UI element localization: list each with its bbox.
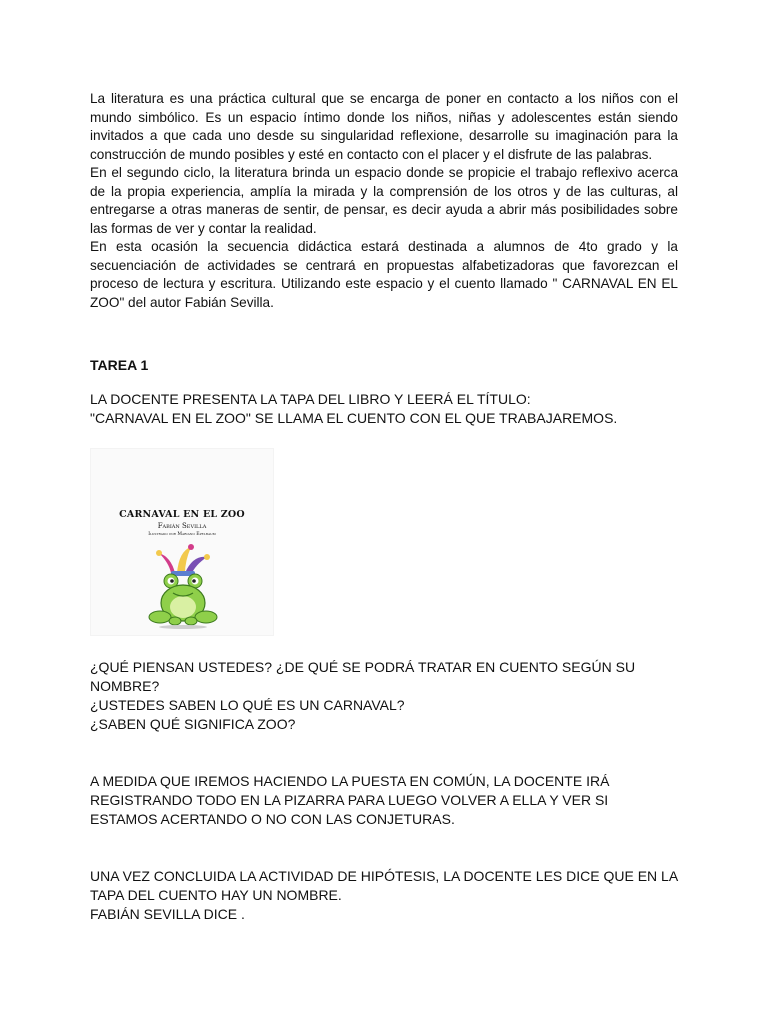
- question-3: ¿SABEN QUÉ SIGNIFICA ZOO?: [90, 716, 296, 732]
- closing-section: [90, 867, 678, 924]
- task-intro: [90, 390, 678, 428]
- question-2: ¿USTEDES SABEN LO QUÉ ES UN CARNAVAL?: [90, 697, 405, 713]
- intro-paragraph-2: En el segundo ciclo, la literatura brinda un espacio donde se propicie el trabajo reflexivo acerca de la propia experiencia, amplía la mirada y la comprensión de los otros y de las culturas, al entregarse a otras maneras de sentir, de pensar, es decir ayuda a abrir más posibilidades sobre las formas de ver y contar la realidad.: [90, 165, 678, 236]
- intro-paragraph-1: La literatura es una práctica cultural que se encarga de poner en contacto a los niños con el mundo simbólico. Es un espacio íntimo donde los niños, niñas y adolescentes están siendo invitados a que cada uno desde su singularidad reflexione, desarrolle su imaginación para la construcción de mundo posibles y esté en contacto con el placer y el disfrute de las palabras.: [90, 91, 678, 162]
- registro-paragraph: [90, 772, 678, 829]
- book-cover-image: [90, 448, 274, 636]
- closing-line-2: FABIÁN SEVILLA DICE .: [90, 906, 245, 922]
- intro-section: [90, 90, 678, 312]
- task-line-1: LA DOCENTE PRESENTA LA TAPA DEL LIBRO Y LEERÁ EL TÍTULO:: [90, 391, 531, 407]
- question-1: ¿QUÉ PIENSAN USTEDES? ¿DE QUÉ SE PODRÁ TRATAR EN CUENTO SEGÚN SU NOMBRE?: [90, 659, 636, 694]
- cover-title: CARNAVAL EN EL ZOO: [119, 509, 245, 520]
- cover-illustrator: Ilustrado por Mariano Epelbaum: [148, 532, 216, 537]
- intro-paragraph-3: En esta ocasión la secuencia didáctica estará destinada a alumnos de 4to grado y la secuenciación de actividades se centrará en propuestas alfabetizadoras que favorezcan el proceso de lectura y escritura. Utilizando este espacio y el cuento llamado " CARNAVAL EN EL ZOO" del autor Fabián Sevilla.: [90, 239, 678, 310]
- closing-line-1: UNA VEZ CONCLUIDA LA ACTIVIDAD DE HIPÓTESIS, LA DOCENTE LES DICE QUE EN LA TAPA DEL CUENTO HAY UN NOMBRE.: [90, 868, 678, 903]
- task-line-2: "CARNAVAL EN EL ZOO" SE LLAMA EL CUENTO CON EL QUE TRABAJAREMOS.: [90, 410, 618, 426]
- task-heading: TAREA 1: [90, 357, 149, 373]
- questions-list: [90, 658, 678, 734]
- document-page: [90, 90, 678, 924]
- frog-with-jester-hat-icon: [147, 543, 221, 629]
- registro-text: A MEDIDA QUE IREMOS HACIENDO LA PUESTA EN COMÚN, LA DOCENTE IRÁ REGISTRANDO TODO EN LA PIZARRA PARA LUEGO VOLVER A ELLA Y VER SI ESTAMOS ACERTANDO O NO CON LAS CONJETURAS.: [90, 773, 610, 827]
- cover-author: Fabián Sevilla: [157, 522, 207, 530]
